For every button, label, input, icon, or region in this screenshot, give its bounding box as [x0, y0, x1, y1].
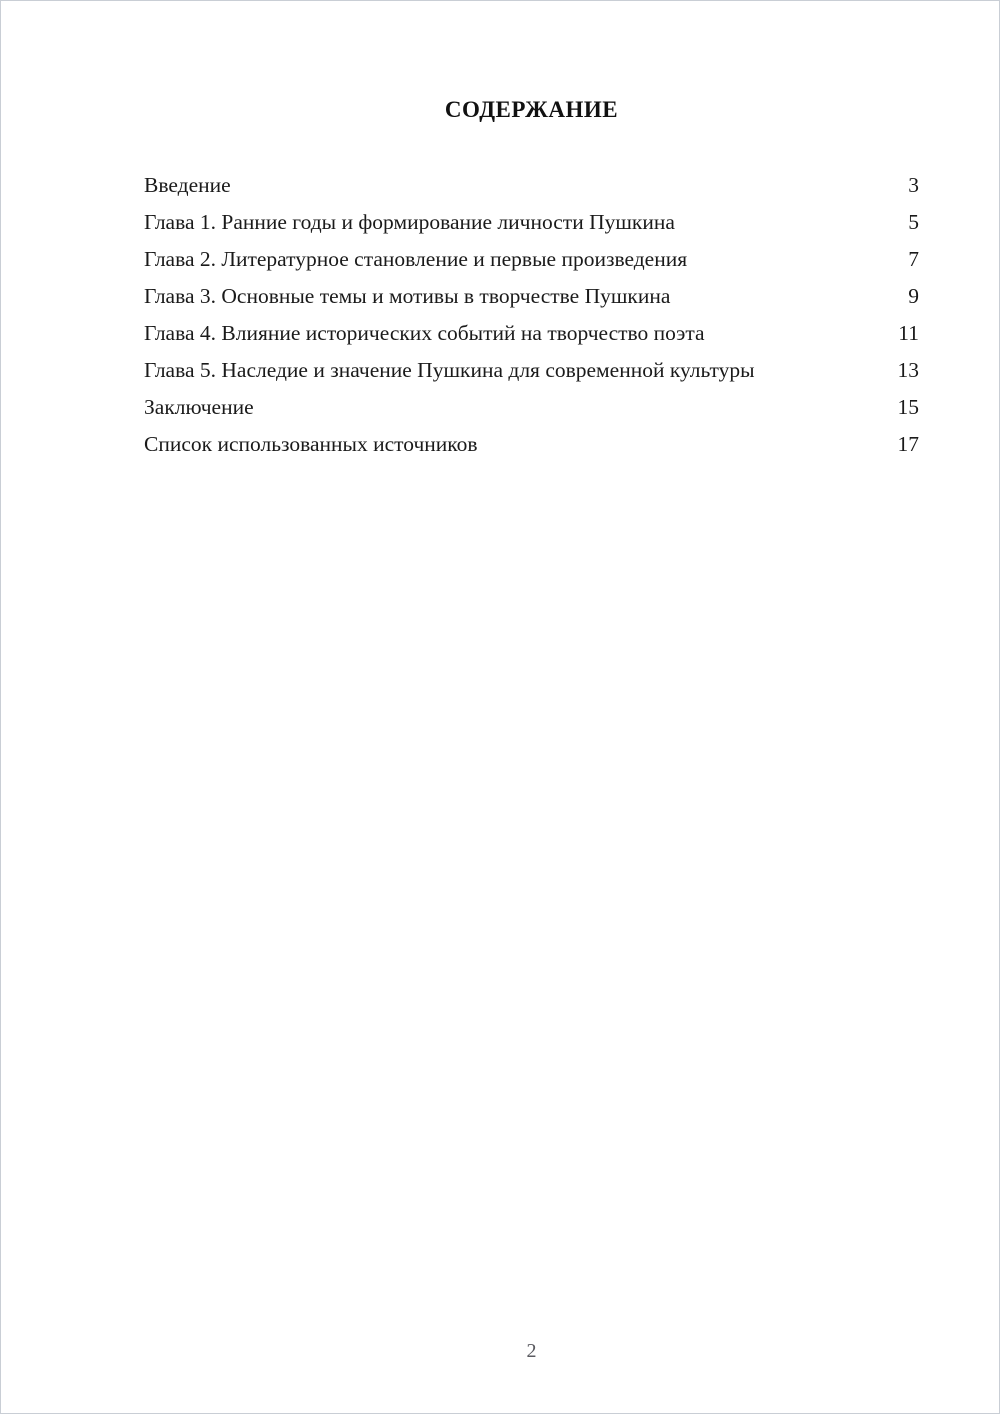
toc-entry-label: Глава 4. Влияние исторических событий на творчество поэта	[144, 321, 705, 345]
toc-entry-label: Глава 3. Основные темы и мотивы в творчестве Пушкина	[144, 284, 671, 308]
table-of-contents	[144, 167, 919, 463]
toc-entry	[144, 426, 919, 463]
toc-entry-page: 13	[897, 358, 919, 382]
page-number-footer: 2	[526, 1340, 537, 1362]
toc-entry-page: 11	[898, 321, 919, 345]
toc-entry	[144, 352, 919, 389]
toc-entry	[144, 204, 919, 241]
toc-entry	[144, 389, 919, 426]
toc-entry-page: 3	[908, 173, 919, 197]
toc-entry	[144, 278, 919, 315]
toc-entry-label: Список использованных источников	[144, 432, 478, 456]
toc-entry-label: Глава 5. Наследие и значение Пушкина для современной культуры	[144, 358, 755, 382]
toc-entry	[144, 167, 919, 204]
toc-entry-label: Глава 1. Ранние годы и формирование личности Пушкина	[144, 210, 675, 234]
toc-entry-label: Заключение	[144, 395, 254, 419]
toc-entry-label: Введение	[144, 173, 231, 197]
toc-entry-page: 9	[908, 284, 919, 308]
toc-entry-page: 17	[897, 432, 919, 456]
toc-entry	[144, 241, 919, 278]
page-title: СОДЕРЖАНИЕ	[444, 97, 619, 122]
toc-entry-page: 5	[908, 210, 919, 234]
toc-entry-page: 7	[908, 247, 919, 271]
toc-entry	[144, 315, 919, 352]
toc-entry-page: 15	[897, 395, 919, 419]
page-content	[1, 1, 999, 463]
toc-entry-label: Глава 2. Литературное становление и первые произведения	[144, 247, 688, 271]
